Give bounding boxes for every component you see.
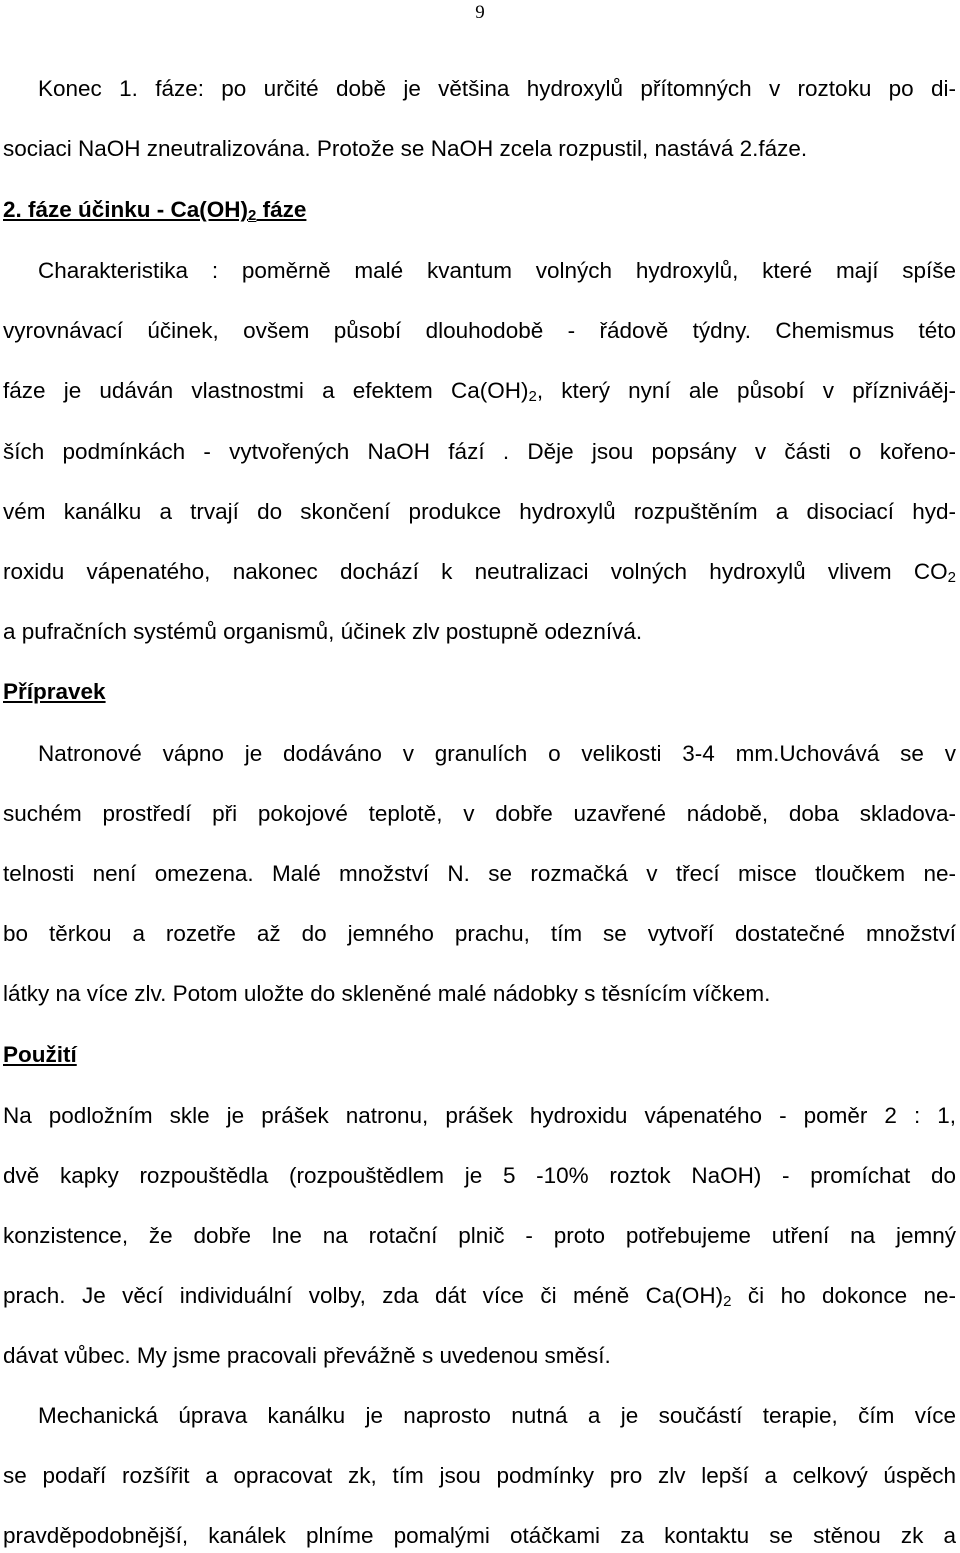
text-run: fáze je udáván vlastnostmi a efektem Ca(OH) [3, 378, 529, 403]
text-run: prach. Je věcí individuální volby, zda dát více či méně Ca(OH) [3, 1283, 724, 1308]
paragraph-line: bo těrkou a rozetře až do jemného prachu, tím se vytvoří dostatečné množství [3, 921, 956, 946]
paragraph-line: pravděpodobnější, kanálek plníme pomalými otáčkami za kontaktu se stěnou zk a [3, 1523, 956, 1548]
paragraph-line: vyrovnávací účinek, ovšem působí dlouhodobě - řádově týdny. Chemismus této [3, 318, 956, 343]
heading-text: fáze [256, 197, 307, 222]
paragraph-line: Mechanická úprava kanálku je naprosto nutná a je součástí terapie, čím více [38, 1403, 956, 1428]
paragraph-line: dvě kapky rozpouštědla (rozpouštědlem je 5 -10% roztok NaOH) - promíchat do [3, 1163, 956, 1188]
subscript: 2 [723, 1293, 732, 1310]
subscript: 2 [248, 207, 257, 224]
paragraph-line [3, 376, 956, 406]
paragraph-line: Na podložním skle je prášek natronu, prášek hydroxidu vápenatého - poměr 2 : 1, [3, 1103, 956, 1128]
text-run: či ho dokonce ne- [731, 1283, 956, 1308]
paragraph-line: Konec 1. fáze: po určité době je většina hydroxylů přítomných v roztoku po di- [38, 76, 956, 101]
heading-text: 2. fáze účinku - Ca(OH) [3, 197, 249, 222]
paragraph-line: Charakteristika : poměrně malé kvantum volných hydroxylů, které mají spíše [38, 258, 956, 283]
paragraph-line: látky na více zlv. Potom uložte do skleněné malé nádobky s těsnícím víčkem. [3, 981, 771, 1006]
paragraph-line: ších podmínkách - vytvořených NaOH fází . Děje jsou popsány v části o kořeno- [3, 439, 956, 464]
text-run: roxidu vápenatého, nakonec dochází k neutralizaci volných hydroxylů vlivem CO [3, 559, 948, 584]
paragraph-line: se podaří rozšířit a opracovat zk, tím jsou podmínky pro zlv lepší a celkový úspěch [3, 1463, 956, 1488]
paragraph-line: Natronové vápno je dodáváno v granulích o velikosti 3-4 mm.Uchovává se v [38, 741, 956, 766]
paragraph-line: sociaci NaOH zneutralizována. Protože se NaOH zcela rozpustil, nastává 2.fáze. [3, 136, 808, 161]
paragraph-line: dávat vůbec. My jsme pracovali převážně s uvedenou směsí. [3, 1343, 611, 1368]
paragraph-line: vém kanálku a trvají do skončení produkce hydroxylů rozpuštěním a disociací hyd- [3, 499, 956, 524]
page-number: 9 [475, 2, 485, 23]
paragraph-line [3, 1281, 956, 1311]
section-heading-pripravek: Přípravek [3, 679, 106, 704]
section-heading-phase2 [3, 195, 956, 225]
paragraph-line: telnosti není omezena. Malé množství N. se rozmačká v třecí misce tloučkem ne- [3, 861, 956, 886]
paragraph-line: konzistence, že dobře lne na rotační plnič - proto potřebujeme utření na jemný [3, 1223, 956, 1248]
paragraph-line: suchém prostředí při pokojové teplotě, v dobře uzavřené nádobě, doba skladova- [3, 801, 956, 826]
subscript: 2 [528, 388, 537, 405]
paragraph-line: a pufračních systémů organismů, účinek zlv postupně odeznívá. [3, 619, 643, 644]
section-heading-pouziti: Použití [3, 1042, 77, 1067]
text-run: , který nyní ale působí v přízniváěj- [536, 378, 956, 403]
paragraph-line [3, 557, 956, 587]
subscript: 2 [947, 569, 956, 586]
